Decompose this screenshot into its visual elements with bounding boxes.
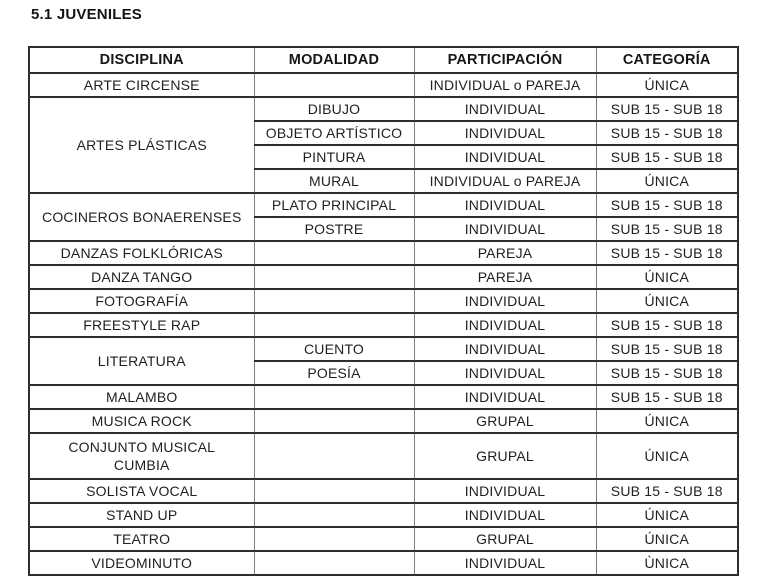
cell-categoria: ÚNICA — [596, 433, 738, 479]
cell-categoria: ÚNICA — [596, 409, 738, 433]
cell-disciplina — [29, 433, 254, 479]
cell-participacion: GRUPAL — [414, 433, 596, 479]
cell-disciplina: LITERATURA — [29, 337, 254, 385]
cell-modalidad: POESÍA — [254, 361, 414, 385]
cell-participacion: INDIVIDUAL — [414, 337, 596, 361]
cell-categoria: SUB 15 - SUB 18 — [596, 479, 738, 503]
cell-participacion: INDIVIDUAL — [414, 217, 596, 241]
table-row — [29, 527, 738, 551]
table-row — [29, 337, 738, 361]
cell-categoria: ÚNICA — [596, 265, 738, 289]
cell-disciplina: FREESTYLE RAP — [29, 313, 254, 337]
table-row — [29, 193, 738, 217]
cell-categoria: SUB 15 - SUB 18 — [596, 121, 738, 145]
cell-categoria: ÚNICA — [596, 289, 738, 313]
cell-participacion: INDIVIDUAL — [414, 145, 596, 169]
cell-disciplina: DANZAS FOLKLÓRICAS — [29, 241, 254, 265]
table-row — [29, 241, 738, 265]
cell-participacion: PAREJA — [414, 265, 596, 289]
cell-categoria: SUB 15 - SUB 18 — [596, 313, 738, 337]
header-categoria: CATEGORÍA — [596, 47, 738, 73]
cell-disciplina: VIDEOMINUTO — [29, 551, 254, 575]
cell-modalidad — [254, 479, 414, 503]
cell-participacion: INDIVIDUAL — [414, 551, 596, 575]
cell-disciplina: FOTOGRAFÍA — [29, 289, 254, 313]
cell-modalidad: OBJETO ARTÍSTICO — [254, 121, 414, 145]
cell-modalidad — [254, 73, 414, 97]
cell-modalidad: PINTURA — [254, 145, 414, 169]
disciplines-table — [28, 46, 739, 576]
cell-categoria: SUB 15 - SUB 18 — [596, 241, 738, 265]
cell-disciplina: STAND UP — [29, 503, 254, 527]
header-disciplina: DISCIPLINA — [29, 47, 254, 73]
cell-modalidad — [254, 503, 414, 527]
header-modalidad: MODALIDAD — [254, 47, 414, 73]
cell-disciplina: ARTES PLÁSTICAS — [29, 97, 254, 193]
page-title: 5.1 JUVENILES — [31, 6, 142, 23]
cell-participacion: INDIVIDUAL o PAREJA — [414, 169, 596, 193]
table-row — [29, 385, 738, 409]
cell-modalidad — [254, 409, 414, 433]
cell-modalidad: POSTRE — [254, 217, 414, 241]
cell-disciplina: COCINEROS BONAERENSES — [29, 193, 254, 241]
cell-categoria: SUB 15 - SUB 18 — [596, 97, 738, 121]
header-participacion: PARTICIPACIÓN — [414, 47, 596, 73]
table-row — [29, 73, 738, 97]
cell-categoria: ÚNICA — [596, 503, 738, 527]
table-row — [29, 409, 738, 433]
cell-categoria: ÚNICA — [596, 73, 738, 97]
table-row — [29, 289, 738, 313]
cell-participacion: INDIVIDUAL — [414, 97, 596, 121]
cell-modalidad — [254, 265, 414, 289]
cell-modalidad: CUENTO — [254, 337, 414, 361]
cell-participacion: INDIVIDUAL — [414, 193, 596, 217]
cell-disciplina-text: CONJUNTO MUSICAL CUMBIA — [68, 438, 216, 473]
cell-disciplina: DANZA TANGO — [29, 265, 254, 289]
cell-disciplina: TEATRO — [29, 527, 254, 551]
cell-modalidad — [254, 527, 414, 551]
table-row — [29, 503, 738, 527]
cell-categoria: SUB 15 - SUB 18 — [596, 385, 738, 409]
table-header-row — [29, 47, 738, 73]
cell-participacion: INDIVIDUAL o PAREJA — [414, 73, 596, 97]
cell-modalidad: MURAL — [254, 169, 414, 193]
cell-participacion: INDIVIDUAL — [414, 479, 596, 503]
cell-disciplina: ARTE CIRCENSE — [29, 73, 254, 97]
cell-participacion: INDIVIDUAL — [414, 121, 596, 145]
cell-participacion: GRUPAL — [414, 409, 596, 433]
cell-categoria: ÚNICA — [596, 169, 738, 193]
cell-disciplina: MUSICA ROCK — [29, 409, 254, 433]
cell-modalidad — [254, 385, 414, 409]
cell-participacion: INDIVIDUAL — [414, 361, 596, 385]
table-row — [29, 551, 738, 575]
cell-participacion: INDIVIDUAL — [414, 289, 596, 313]
cell-disciplina: MALAMBO — [29, 385, 254, 409]
cell-disciplina: SOLISTA VOCAL — [29, 479, 254, 503]
cell-modalidad: DIBUJO — [254, 97, 414, 121]
cell-participacion: PAREJA — [414, 241, 596, 265]
cell-participacion: INDIVIDUAL — [414, 503, 596, 527]
cell-participacion: INDIVIDUAL — [414, 313, 596, 337]
cell-categoria: SUB 15 - SUB 18 — [596, 361, 738, 385]
cell-categoria: SUB 15 - SUB 18 — [596, 145, 738, 169]
cell-categoria: ÚNICA — [596, 527, 738, 551]
cell-participacion: INDIVIDUAL — [414, 385, 596, 409]
table-row — [29, 265, 738, 289]
cell-categoria: SUB 15 - SUB 18 — [596, 337, 738, 361]
table-row — [29, 433, 738, 479]
cell-modalidad — [254, 241, 414, 265]
cell-modalidad — [254, 313, 414, 337]
cell-categoria: ÙNICA — [596, 551, 738, 575]
table-row — [29, 313, 738, 337]
cell-modalidad — [254, 289, 414, 313]
cell-modalidad — [254, 433, 414, 479]
cell-categoria: SUB 15 - SUB 18 — [596, 217, 738, 241]
table-row — [29, 97, 738, 121]
cell-modalidad: PLATO PRINCIPAL — [254, 193, 414, 217]
cell-modalidad — [254, 551, 414, 575]
cell-participacion: GRUPAL — [414, 527, 596, 551]
table-row — [29, 479, 738, 503]
cell-categoria: SUB 15 - SUB 18 — [596, 193, 738, 217]
